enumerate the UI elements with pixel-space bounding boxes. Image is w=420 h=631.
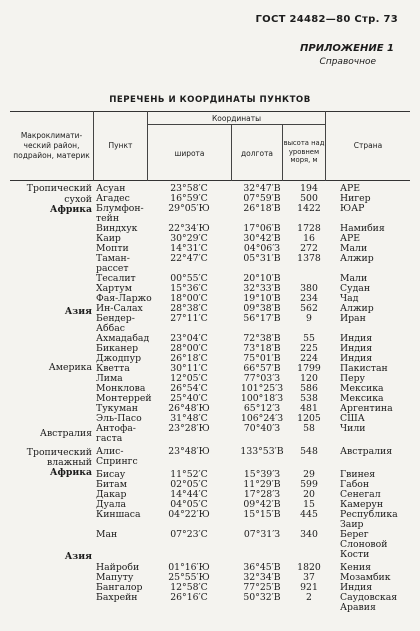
longitude-value: 07°59′В xyxy=(243,193,281,204)
altitude-value: 921 xyxy=(300,582,318,593)
country-name: Аргентина xyxy=(340,403,393,414)
point-name: Тесалит xyxy=(96,273,136,284)
country-name: Республика xyxy=(340,509,398,520)
header-bottom-rule xyxy=(10,180,410,181)
country-name: Мексика xyxy=(340,383,384,394)
point-name: Лима xyxy=(96,373,123,384)
longitude-value: 56°17′В xyxy=(243,313,281,324)
latitude-value: 30°29′С xyxy=(170,233,208,244)
altitude-value: 55 xyxy=(303,333,315,344)
latitude-value: 07°23′С xyxy=(170,529,208,540)
longitude-value: 26°18′В xyxy=(243,203,281,214)
country-name: АРЕ xyxy=(340,233,361,244)
latitude-value: 04°05′С xyxy=(170,499,208,510)
latitude-value: 14°31′С xyxy=(170,243,208,254)
point-name: Таман- xyxy=(96,253,130,264)
region-label: Африка xyxy=(49,467,92,478)
latitude-value: 04°22′Ю xyxy=(168,509,210,520)
latitude-value: 23°04′С xyxy=(170,333,208,344)
region-label: Азия xyxy=(64,306,92,317)
longitude-value: 65°12′З xyxy=(243,403,281,414)
latitude-value: 16°59′С xyxy=(170,193,208,204)
altitude-value: 58 xyxy=(303,423,315,434)
region-label: Австралия xyxy=(39,428,92,439)
point-name: Дакар xyxy=(96,489,127,500)
altitude-value: 548 xyxy=(300,446,318,457)
latitude-value: 31°48′С xyxy=(170,413,208,424)
country-name: Индия xyxy=(340,582,373,593)
point-name: Ахмадабад xyxy=(96,333,150,344)
latitude-value: 12°05′С xyxy=(170,373,208,384)
point-name: Битам xyxy=(96,479,127,490)
point-name: Бисау xyxy=(96,469,126,480)
latitude-value: 23°48′Ю xyxy=(168,446,210,457)
point-name: Спрингс xyxy=(96,456,138,467)
point-name: Блумфон- xyxy=(96,203,144,214)
longitude-value: 07°31′З xyxy=(243,529,281,540)
header-region: Макроклимати- ческий район, подрайон, материк xyxy=(13,131,90,160)
latitude-value: 12°58′С xyxy=(170,582,208,593)
point-name: Мопти xyxy=(96,243,129,254)
country-name: Индия xyxy=(340,333,373,344)
longitude-value: 15°39′З xyxy=(243,469,281,480)
region-label: Азия xyxy=(64,551,92,562)
altitude-value: 500 xyxy=(300,193,318,204)
country-name: Индия xyxy=(340,353,373,364)
point-name: Асуан xyxy=(96,183,126,194)
country-name: Кения xyxy=(340,562,371,573)
region-label: Америка xyxy=(48,362,92,373)
country-name: Алжир xyxy=(340,303,374,314)
point-name: Джодпур xyxy=(96,353,142,364)
point-name: Каир xyxy=(96,233,121,244)
longitude-value: 17°06′В xyxy=(243,223,281,234)
point-name: Монклова xyxy=(96,383,146,394)
country-name: Аравия xyxy=(340,602,376,613)
latitude-value: 23°58′С xyxy=(170,183,208,194)
latitude-value: 26°18′С xyxy=(170,353,208,364)
point-name: Бахрейн xyxy=(96,592,138,603)
latitude-value: 00°55′С xyxy=(170,273,208,284)
point-name: Фая-Ларжо xyxy=(96,293,152,304)
longitude-value: 72°38′В xyxy=(243,333,281,344)
altitude-value: 224 xyxy=(300,353,318,364)
point-name: Хартум xyxy=(96,283,132,294)
longitude-value: 05°31′В xyxy=(243,253,281,264)
altitude-value: 538 xyxy=(300,393,318,404)
point-name: Алис- xyxy=(96,446,124,457)
table-top-rule xyxy=(10,111,410,112)
latitude-value: 29°05′Ю xyxy=(168,203,210,214)
point-name: Дуала xyxy=(96,499,127,510)
altitude-value: 194 xyxy=(300,183,318,194)
country-name: США xyxy=(340,413,365,424)
country-name: ЮАР xyxy=(340,203,365,214)
point-name: Биканер xyxy=(96,343,139,354)
latitude-value: 11°52′С xyxy=(170,469,208,480)
coordinates-rule xyxy=(147,124,325,125)
point-name: Тукуман xyxy=(96,403,138,414)
country-name: Сенегал xyxy=(340,489,381,500)
altitude-value: 29 xyxy=(303,469,315,480)
region-label: Тропический xyxy=(26,183,92,194)
point-name: Виндхук xyxy=(96,223,138,234)
header-country: Страна xyxy=(353,141,383,150)
country-name: Перу xyxy=(340,373,366,384)
country-name: Чад xyxy=(340,293,359,304)
header-point: Пункт xyxy=(108,141,133,150)
longitude-value: 77°03′З xyxy=(243,373,281,384)
longitude-value: 32°33′В xyxy=(243,283,281,294)
country-name: Берег xyxy=(340,529,369,540)
point-name: Агадес xyxy=(96,193,130,204)
altitude-value: 20 xyxy=(303,489,315,500)
latitude-value: 30°11′С xyxy=(170,363,208,374)
point-name: Эль-Пасо xyxy=(96,413,142,424)
altitude-value: 481 xyxy=(300,403,318,414)
region-label: Тропический xyxy=(26,447,92,458)
country-name: Мексика xyxy=(340,393,384,404)
altitude-value: 16 xyxy=(303,233,315,244)
longitude-value: 66°57′В xyxy=(243,363,281,374)
country-name: Иран xyxy=(340,313,366,324)
longitude-value: 106°24′З xyxy=(240,413,284,424)
header-lon: долгота xyxy=(240,149,274,158)
point-name: тейн xyxy=(96,213,120,224)
longitude-value: 73°18′В xyxy=(243,343,281,354)
altitude-value: 380 xyxy=(300,283,318,294)
altitude-value: 1205 xyxy=(297,413,321,424)
latitude-value: 15°36′С xyxy=(170,283,208,294)
country-name: Намибия xyxy=(340,223,385,234)
altitude-value: 225 xyxy=(300,343,318,354)
country-name: Саудовская xyxy=(340,592,398,603)
longitude-value: 77°25′В xyxy=(243,582,281,593)
altitude-value: 234 xyxy=(300,293,318,304)
header-alt: высота над уровнем моря, м xyxy=(283,139,325,164)
point-name: Киншаса xyxy=(96,509,141,520)
longitude-value: 04°06′З xyxy=(243,243,281,254)
country-name: Слоновой xyxy=(340,539,388,550)
altitude-value: 120 xyxy=(300,373,318,384)
country-name: Судан xyxy=(340,283,371,294)
altitude-value: 272 xyxy=(300,243,318,254)
altitude-value: 1799 xyxy=(297,363,321,374)
header-coordinates: Координаты xyxy=(211,114,262,123)
country-name: Мали xyxy=(340,273,368,284)
latitude-value: 28°38′С xyxy=(170,303,208,314)
altitude-value: 1378 xyxy=(297,253,321,264)
longitude-value: 32°34′В xyxy=(243,572,281,583)
point-name: Найроби xyxy=(96,562,140,573)
point-name: Мапуту xyxy=(96,572,134,583)
appendix-title: ПРИЛОЖЕНИЕ 1 xyxy=(300,43,394,54)
altitude-value: 445 xyxy=(300,509,318,520)
country-name: Камерун xyxy=(340,499,384,510)
country-name: Габон xyxy=(340,479,370,490)
country-name: Заир xyxy=(340,519,364,530)
latitude-value: 23°28′Ю xyxy=(168,423,210,434)
longitude-value: 30°42′В xyxy=(243,233,281,244)
altitude-value: 340 xyxy=(300,529,318,540)
longitude-value: 75°01′В xyxy=(243,353,281,364)
point-name: Монтеррей xyxy=(96,393,152,404)
point-name: Бангалор xyxy=(96,582,143,593)
country-name: Пакистан xyxy=(340,363,388,374)
latitude-value: 26°48′Ю xyxy=(168,403,210,414)
latitude-value: 14°44′С xyxy=(170,489,208,500)
altitude-value: 1422 xyxy=(297,203,321,214)
longitude-value: 20°10′В xyxy=(243,273,281,284)
longitude-value: 70°40′З xyxy=(243,423,281,434)
latitude-value: 25°55′Ю xyxy=(168,572,210,583)
altitude-value: 586 xyxy=(300,383,318,394)
point-name: Бендер- xyxy=(96,313,135,324)
country-name: Мозамбик xyxy=(340,572,391,583)
latitude-value: 01°16′Ю xyxy=(168,562,210,573)
page-header: ГОСТ 24482—80 Стр. 73 xyxy=(255,14,398,25)
longitude-value: 19°10′В xyxy=(243,293,281,304)
country-name: Алжир xyxy=(340,253,374,264)
table-title: ПЕРЕЧЕНЬ И КООРДИНАТЫ ПУНКТОВ xyxy=(109,95,311,105)
altitude-value: 2 xyxy=(306,592,312,603)
latitude-value: 26°16′С xyxy=(170,592,208,603)
country-name: Нигер xyxy=(340,193,371,204)
latitude-value: 18°00′С xyxy=(170,293,208,304)
latitude-value: 27°11′С xyxy=(170,313,208,324)
country-name: Австралия xyxy=(340,446,393,457)
point-name: Ман xyxy=(96,529,118,540)
altitude-value: 15 xyxy=(303,499,315,510)
point-name: Антофа- xyxy=(96,423,136,434)
longitude-value: 09°38′В xyxy=(243,303,281,314)
altitude-value: 562 xyxy=(300,303,318,314)
header-lat: широта xyxy=(174,149,205,158)
latitude-value: 25°40′С xyxy=(170,393,208,404)
country-name: Мали xyxy=(340,243,368,254)
point-name: Кветта xyxy=(96,363,130,374)
point-name: Аббас xyxy=(96,323,125,334)
country-name: Индия xyxy=(340,343,373,354)
longitude-value: 133°53′В xyxy=(240,446,284,457)
region-label: Африка xyxy=(49,204,92,215)
country-name: Чили xyxy=(340,423,366,434)
latitude-value: 02°05′С xyxy=(170,479,208,490)
longitude-value: 15°15′В xyxy=(243,509,281,520)
longitude-value: 11°29′В xyxy=(243,479,281,490)
latitude-value: 26°54′С xyxy=(170,383,208,394)
longitude-value: 36°45′В xyxy=(243,562,281,573)
altitude-value: 599 xyxy=(300,479,318,490)
longitude-value: 09°42′В xyxy=(243,499,281,510)
altitude-value: 1728 xyxy=(297,223,321,234)
country-name: Кости xyxy=(340,549,370,560)
point-name: Ин-Салах xyxy=(96,303,143,314)
latitude-value: 28°00′С xyxy=(170,343,208,354)
country-name: АРЕ xyxy=(340,183,361,194)
point-name: рассет xyxy=(96,263,129,274)
altitude-value: 37 xyxy=(303,572,315,583)
longitude-value: 101°25′З xyxy=(240,383,284,394)
point-name: гаста xyxy=(96,433,123,444)
latitude-value: 22°34′Ю xyxy=(168,223,210,234)
altitude-value: 1820 xyxy=(297,562,321,573)
region-label: влажный xyxy=(46,457,92,468)
appendix-subtitle: Справочное xyxy=(319,57,376,67)
longitude-value: 50°32′В xyxy=(243,592,281,603)
longitude-value: 17°28′З xyxy=(243,489,281,500)
country-name: Гвинея xyxy=(340,469,376,480)
latitude-value: 22°47′С xyxy=(170,253,208,264)
region-label: сухой xyxy=(64,194,92,205)
altitude-value: 9 xyxy=(306,313,312,324)
longitude-value: 32°47′В xyxy=(243,183,281,194)
longitude-value: 100°18′З xyxy=(240,393,284,404)
